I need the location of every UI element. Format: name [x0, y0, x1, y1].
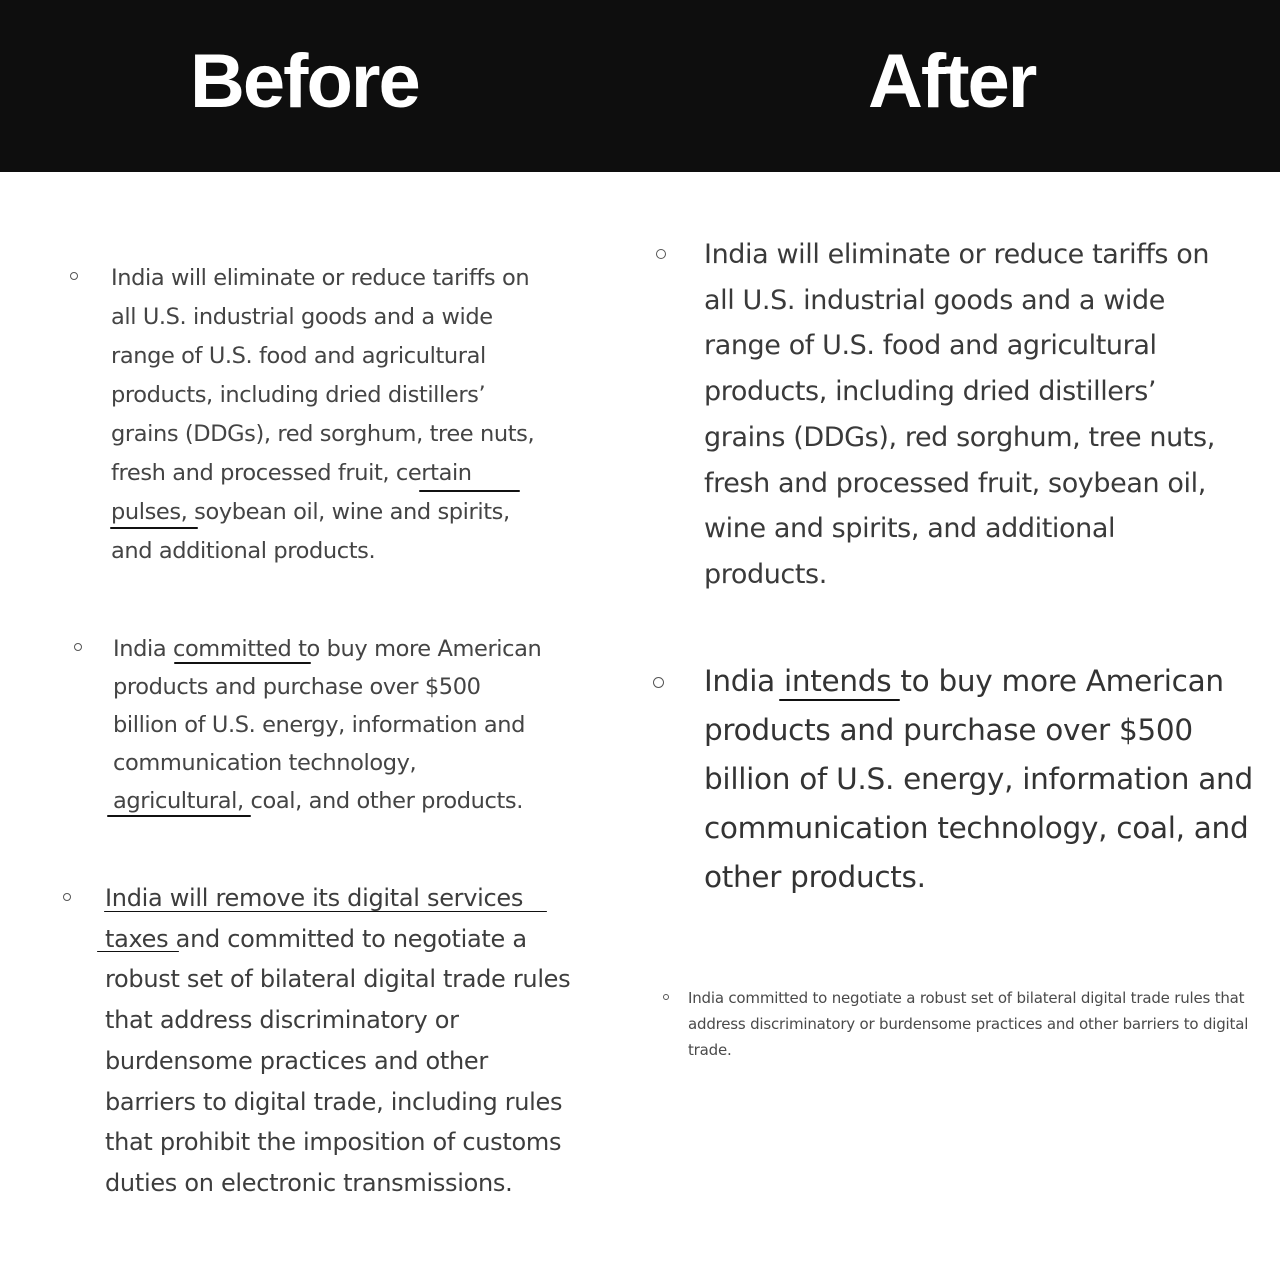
- handwritten-underline: [110, 527, 198, 529]
- handwritten-underline: [104, 911, 547, 912]
- handwritten-underline: [174, 662, 311, 664]
- after-item-digital-trade: India committed to negotiate a robust set of bilateral digital trade rules that address discriminatory or burdensome practices and other barriers to digital trade.: [688, 989, 1249, 1059]
- after-title: After: [868, 39, 1036, 124]
- before-item-committed: India committed to buy more American products and purchase over $500 billion of U.S. energy, information and communication technology, agricultural, coal, and other products.: [113, 636, 542, 814]
- header-banner: [0, 0, 1280, 172]
- bullet-icon: [70, 272, 78, 280]
- handwritten-underline: [779, 699, 900, 701]
- after-item-tariffs: India will eliminate or reduce tariffs on all U.S. industrial goods and a wide range of U.S. food and agricultural products, including dried distillers’ grains (DDGs), red sorghum, tree nuts, fresh and processed fruit, soybean oil, wine and spirits, and additional products.: [704, 239, 1215, 590]
- handwritten-underline: [419, 490, 520, 492]
- bullet-icon: [653, 677, 664, 688]
- bullet-icon: [663, 994, 669, 1000]
- bullet-icon: [74, 643, 82, 651]
- before-title: Before: [190, 39, 419, 124]
- before-item-digital-taxes: India will remove its digital services taxes and committed to negotiate a robust set of bilateral digital trade rules that address discriminatory or burdensome practices and other barriers to digital trade, including rules that prohibit the imposition of customs duties on electronic transmissions.: [105, 884, 571, 1197]
- before-item-tariffs: India will eliminate or reduce tariffs on all U.S. industrial goods and a wide range of U.S. food and agricultural products, including dried distillers’ grains (DDGs), red sorghum, tree nuts, fresh and processed fruit, certain pulses, soybean oil, wine and spirits, and additional products.: [111, 265, 535, 564]
- handwritten-underline: [107, 815, 251, 817]
- bullet-icon: [63, 893, 71, 901]
- after-item-intends: India intends to buy more American products and purchase over $500 billion of U.S. energy, information and communication technology, coal, and other products.: [704, 664, 1253, 894]
- bullet-icon: [656, 249, 666, 259]
- handwritten-underline: [97, 951, 179, 952]
